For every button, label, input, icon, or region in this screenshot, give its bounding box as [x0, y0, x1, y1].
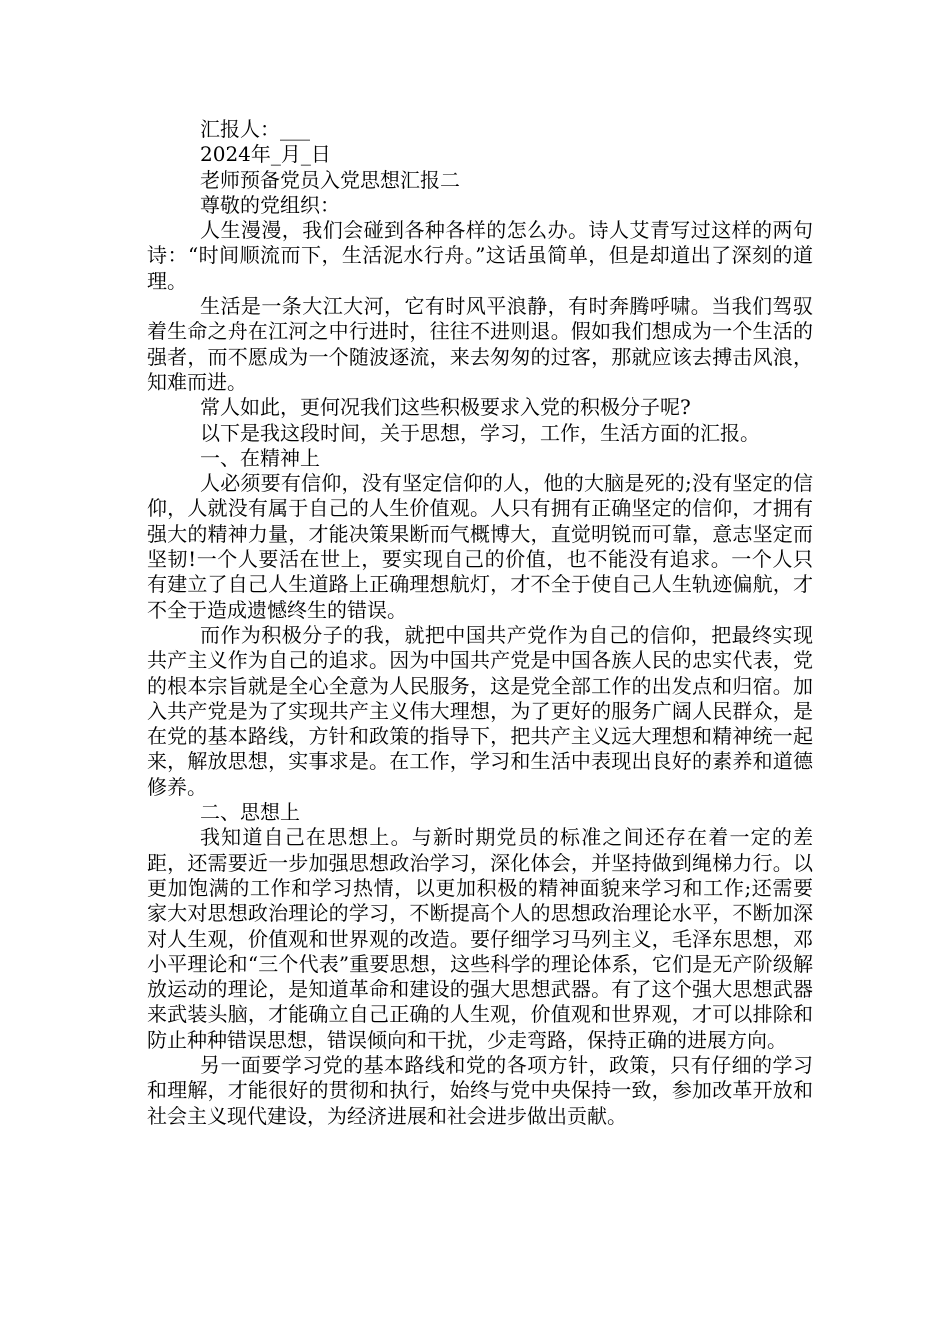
section-heading-spirit: 一、在精神上 [200, 445, 320, 470]
paragraph-thought: 我知道自己在思想上。与新时期党员的标准之间还存在着一定的差距，还需要近一步加强思想政治学习，深化体会，并坚持做到绳梯力行。以更加饱满的工作和学习热情，以更加积极的精神面貌来学习和工作;还需要家大对思想政治理论的学习，不断提高个人的思想政治理论水平，不断加深对人生观，价值观和世界观的改造。要仔细学习马列主义，毛泽东思想，邓小平理论和“三个代表”重要思想，这些科学的理论体系，它们是无产阶级解放运动的理论，是知道革命和建设的强大思想武器。有了这个强大思想武器来武装头脑，才能确立自己正确的人生观，价值观和世界观，才可以排除和防止种种错误思想，错误倾向和干扰，少走弯路，保持正确的进展方向。 [147, 825, 813, 1052]
paragraph-party-line: 另一面要学习党的基本路线和党的各项方针，政策，只有仔细的学习和理解，才能很好的贯彻和执行，始终与党中央保持一致，参加改革开放和社会主义现代建设，为经济进展和社会进步做出贡献。 [147, 1052, 813, 1128]
document-title: 老师预备党员入党思想汇报二 [200, 167, 460, 192]
reporter-line: 汇报人：___ [200, 117, 310, 141]
section-heading-thought: 二、思想上 [200, 800, 300, 825]
paragraph-life-river: 生活是一条大江大河，它有时风平浪静，有时奔腾呼啸。当我们驾驭着生命之舟在江河之中行进时，往往不进则退。假如我们想成为一个生活的强者，而不愿成为一个随波逐流，来去匆匆的过客，那就应该去搏击风浪，知难而进。 [147, 294, 813, 394]
paragraph-belief: 人必须要有信仰，没有坚定信仰的人，他的大脑是死的;没有坚定的信仰，人就没有属于自己的人生价值观。人只有拥有正确坚定的信仰，才拥有强大的精神力量，才能决策果断而气概博大，直觉明锐而可靠，意志坚定而坚韧!一个人要活在世上，要实现自己的价值，也不能没有追求。一个人只有建立了自己人生道路上正确理想航灯，才不全于使自己人生轨迹偏航，才不全于造成遗憾终生的错误。 [147, 471, 813, 622]
paragraph-intro: 人生漫漫，我们会碰到各种各样的怎么办。诗人艾青写过这样的两句诗：“时间顺流而下，生活泥水行舟。”这话虽简单，但是却道出了深刻的道理。 [147, 218, 813, 293]
paragraph-party-belief: 而作为积极分子的我，就把中国共产党作为自己的信仰，把最终实现共产主义作为自己的追求。因为中国共产党是中国各族人民的忠实代表，党的根本宗旨就是全心全意为人民服务，这是党全部工作的出发点和归宿。加入共产党是为了实现共产主义伟大理想，为了更好的服务广阔人民群众，是在党的基本路线，方针和政策的指导下，把共产主义远大理想和精神统一起来，解放思想，实事求是。在工作，学习和生活中表现出良好的素养和道德修养。 [147, 622, 813, 799]
date-line: 2024年_月_日 [200, 142, 331, 167]
salutation: 尊敬的党组织： [200, 192, 340, 217]
paragraph-activists: 常人如此，更何况我们这些积极要求入党的积极分子呢? [200, 395, 691, 420]
paragraph-report-intro: 以下是我这段时间，关于思想，学习，工作，生活方面的汇报。 [200, 420, 760, 445]
document-body [147, 117, 813, 1129]
